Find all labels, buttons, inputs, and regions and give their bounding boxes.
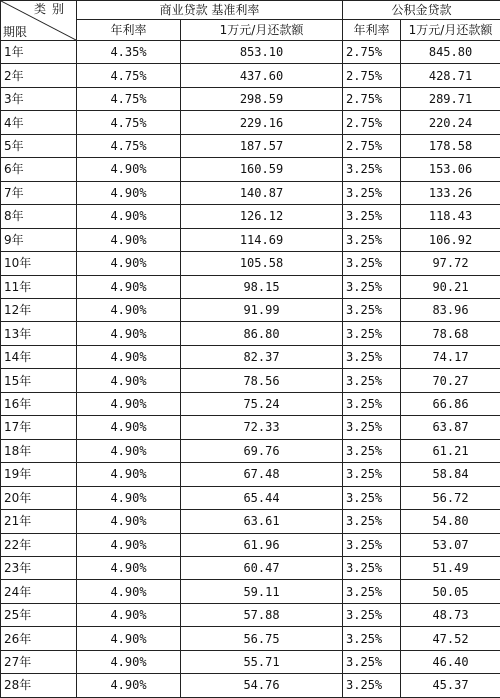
commercial-payment-cell: 126.12 bbox=[181, 205, 343, 228]
provident-rate-cell: 3.25% bbox=[343, 486, 401, 509]
provident-payment-cell: 58.84 bbox=[401, 463, 500, 486]
provident-payment-cell: 50.05 bbox=[401, 580, 500, 603]
commercial-payment-cell: 140.87 bbox=[181, 181, 343, 204]
provident-payment-cell: 70.27 bbox=[401, 369, 500, 392]
provident-payment-cell: 46.40 bbox=[401, 650, 500, 673]
provident-payment-cell: 845.80 bbox=[401, 41, 500, 64]
commercial-rate-cell: 4.90% bbox=[77, 533, 181, 556]
provident-payment-cell: 45.37 bbox=[401, 674, 500, 697]
provident-rate-cell: 3.25% bbox=[343, 275, 401, 298]
term-cell: 17年 bbox=[1, 416, 77, 439]
commercial-payment-cell: 57.88 bbox=[181, 603, 343, 626]
provident-payment-header: 1万元/月还款额 bbox=[401, 20, 500, 41]
table-row bbox=[1, 205, 500, 228]
provident-rate-cell: 3.25% bbox=[343, 158, 401, 181]
provident-rate-cell: 2.75% bbox=[343, 134, 401, 157]
commercial-payment-cell: 187.57 bbox=[181, 134, 343, 157]
provident-payment-cell: 428.71 bbox=[401, 64, 500, 87]
provident-payment-cell: 220.24 bbox=[401, 111, 500, 134]
term-cell: 15年 bbox=[1, 369, 77, 392]
term-cell: 25年 bbox=[1, 603, 77, 626]
table-row bbox=[1, 603, 500, 626]
corner-header-cell bbox=[1, 1, 77, 41]
table-row bbox=[1, 41, 500, 64]
commercial-payment-cell: 91.99 bbox=[181, 298, 343, 321]
commercial-rate-cell: 4.90% bbox=[77, 627, 181, 650]
term-cell: 19年 bbox=[1, 463, 77, 486]
provident-payment-cell: 289.71 bbox=[401, 87, 500, 110]
provident-payment-cell: 74.17 bbox=[401, 345, 500, 368]
term-cell: 24年 bbox=[1, 580, 77, 603]
commercial-rate-cell: 4.90% bbox=[77, 275, 181, 298]
provident-rate-cell: 3.25% bbox=[343, 580, 401, 603]
provident-payment-cell: 61.21 bbox=[401, 439, 500, 462]
table-row bbox=[1, 392, 500, 415]
term-cell: 18年 bbox=[1, 439, 77, 462]
commercial-rate-cell: 4.90% bbox=[77, 252, 181, 275]
table-row bbox=[1, 580, 500, 603]
provident-rate-cell: 3.25% bbox=[343, 463, 401, 486]
provident-payment-cell: 56.72 bbox=[401, 486, 500, 509]
term-cell: 21年 bbox=[1, 510, 77, 533]
commercial-rate-cell: 4.90% bbox=[77, 158, 181, 181]
table-row bbox=[1, 674, 500, 697]
table-row bbox=[1, 322, 500, 345]
term-cell: 3年 bbox=[1, 87, 77, 110]
table-row bbox=[1, 298, 500, 321]
corner-label-category: 类别 bbox=[34, 3, 70, 15]
commercial-payment-cell: 54.76 bbox=[181, 674, 343, 697]
term-cell: 11年 bbox=[1, 275, 77, 298]
provident-payment-cell: 83.96 bbox=[401, 298, 500, 321]
provident-rate-cell: 3.25% bbox=[343, 416, 401, 439]
commercial-rate-cell: 4.90% bbox=[77, 416, 181, 439]
commercial-rate-cell: 4.90% bbox=[77, 486, 181, 509]
commercial-rate-cell: 4.90% bbox=[77, 322, 181, 345]
provident-rate-cell: 2.75% bbox=[343, 87, 401, 110]
commercial-payment-cell: 72.33 bbox=[181, 416, 343, 439]
provident-payment-cell: 178.58 bbox=[401, 134, 500, 157]
commercial-rate-cell: 4.90% bbox=[77, 298, 181, 321]
table-row bbox=[1, 345, 500, 368]
commercial-rate-cell: 4.90% bbox=[77, 181, 181, 204]
provident-rate-cell: 3.25% bbox=[343, 533, 401, 556]
provident-payment-cell: 51.49 bbox=[401, 556, 500, 579]
provident-payment-cell: 153.06 bbox=[401, 158, 500, 181]
provident-payment-cell: 63.87 bbox=[401, 416, 500, 439]
commercial-payment-cell: 69.76 bbox=[181, 439, 343, 462]
commercial-rate-cell: 4.75% bbox=[77, 87, 181, 110]
table-row bbox=[1, 158, 500, 181]
provident-rate-cell: 3.25% bbox=[343, 298, 401, 321]
provident-payment-cell: 78.68 bbox=[401, 322, 500, 345]
commercial-rate-cell: 4.35% bbox=[77, 41, 181, 64]
provident-payment-cell: 54.80 bbox=[401, 510, 500, 533]
term-cell: 28年 bbox=[1, 674, 77, 697]
term-cell: 14年 bbox=[1, 345, 77, 368]
commercial-rate-cell: 4.90% bbox=[77, 392, 181, 415]
commercial-payment-cell: 78.56 bbox=[181, 369, 343, 392]
term-cell: 7年 bbox=[1, 181, 77, 204]
commercial-payment-cell: 160.59 bbox=[181, 158, 343, 181]
commercial-rate-header: 年利率 bbox=[77, 20, 181, 41]
commercial-payment-header: 1万元/月还款额 bbox=[181, 20, 343, 41]
table-row bbox=[1, 228, 500, 251]
provident-rate-cell: 3.25% bbox=[343, 556, 401, 579]
commercial-loan-header: 商业贷款 基准利率 bbox=[77, 1, 343, 20]
term-cell: 5年 bbox=[1, 134, 77, 157]
provident-rate-cell: 2.75% bbox=[343, 64, 401, 87]
provident-payment-cell: 97.72 bbox=[401, 252, 500, 275]
commercial-rate-cell: 4.90% bbox=[77, 463, 181, 486]
commercial-rate-cell: 4.90% bbox=[77, 369, 181, 392]
provident-rate-cell: 3.25% bbox=[343, 252, 401, 275]
commercial-rate-cell: 4.90% bbox=[77, 674, 181, 697]
provident-fund-header: 公积金贷款 bbox=[343, 1, 500, 20]
commercial-rate-cell: 4.90% bbox=[77, 510, 181, 533]
table-row bbox=[1, 181, 500, 204]
table-row bbox=[1, 556, 500, 579]
term-cell: 10年 bbox=[1, 252, 77, 275]
provident-payment-cell: 106.92 bbox=[401, 228, 500, 251]
commercial-payment-cell: 105.58 bbox=[181, 252, 343, 275]
table-row bbox=[1, 111, 500, 134]
table-row bbox=[1, 486, 500, 509]
provident-rate-cell: 2.75% bbox=[343, 111, 401, 134]
provident-rate-cell: 3.25% bbox=[343, 392, 401, 415]
table-row bbox=[1, 463, 500, 486]
commercial-payment-cell: 55.71 bbox=[181, 650, 343, 673]
provident-rate-cell: 3.25% bbox=[343, 205, 401, 228]
commercial-payment-cell: 61.96 bbox=[181, 533, 343, 556]
commercial-rate-cell: 4.90% bbox=[77, 228, 181, 251]
commercial-payment-cell: 60.47 bbox=[181, 556, 343, 579]
table-row bbox=[1, 134, 500, 157]
provident-rate-cell: 3.25% bbox=[343, 345, 401, 368]
table-row bbox=[1, 650, 500, 673]
term-cell: 4年 bbox=[1, 111, 77, 134]
term-cell: 2年 bbox=[1, 64, 77, 87]
table-row bbox=[1, 439, 500, 462]
commercial-payment-cell: 59.11 bbox=[181, 580, 343, 603]
commercial-payment-cell: 67.48 bbox=[181, 463, 343, 486]
provident-payment-cell: 133.26 bbox=[401, 181, 500, 204]
term-cell: 20年 bbox=[1, 486, 77, 509]
provident-payment-cell: 48.73 bbox=[401, 603, 500, 626]
table-row bbox=[1, 87, 500, 110]
provident-rate-cell: 3.25% bbox=[343, 369, 401, 392]
table-row bbox=[1, 416, 500, 439]
provident-rate-cell: 3.25% bbox=[343, 510, 401, 533]
table-row bbox=[1, 627, 500, 650]
commercial-rate-cell: 4.90% bbox=[77, 650, 181, 673]
term-cell: 27年 bbox=[1, 650, 77, 673]
commercial-rate-cell: 4.75% bbox=[77, 64, 181, 87]
header-row-1 bbox=[1, 1, 500, 20]
commercial-payment-cell: 86.80 bbox=[181, 322, 343, 345]
commercial-payment-cell: 56.75 bbox=[181, 627, 343, 650]
provident-rate-cell: 3.25% bbox=[343, 228, 401, 251]
provident-payment-cell: 90.21 bbox=[401, 275, 500, 298]
corner-label-term: 期限 bbox=[3, 26, 27, 38]
commercial-payment-cell: 437.60 bbox=[181, 64, 343, 87]
table-row bbox=[1, 533, 500, 556]
provident-rate-cell: 3.25% bbox=[343, 181, 401, 204]
provident-payment-cell: 47.52 bbox=[401, 627, 500, 650]
commercial-rate-cell: 4.75% bbox=[77, 134, 181, 157]
provident-payment-cell: 66.86 bbox=[401, 392, 500, 415]
provident-rate-cell: 2.75% bbox=[343, 41, 401, 64]
provident-rate-header: 年利率 bbox=[343, 20, 401, 41]
commercial-payment-cell: 75.24 bbox=[181, 392, 343, 415]
commercial-rate-cell: 4.90% bbox=[77, 439, 181, 462]
commercial-rate-cell: 4.75% bbox=[77, 111, 181, 134]
term-cell: 16年 bbox=[1, 392, 77, 415]
provident-payment-cell: 53.07 bbox=[401, 533, 500, 556]
term-cell: 13年 bbox=[1, 322, 77, 345]
commercial-rate-cell: 4.90% bbox=[77, 556, 181, 579]
table-row bbox=[1, 64, 500, 87]
provident-rate-cell: 3.25% bbox=[343, 627, 401, 650]
table-row bbox=[1, 369, 500, 392]
commercial-payment-cell: 229.16 bbox=[181, 111, 343, 134]
term-cell: 6年 bbox=[1, 158, 77, 181]
commercial-rate-cell: 4.90% bbox=[77, 345, 181, 368]
commercial-payment-cell: 82.37 bbox=[181, 345, 343, 368]
provident-payment-cell: 118.43 bbox=[401, 205, 500, 228]
table-body bbox=[1, 1, 500, 698]
term-cell: 9年 bbox=[1, 228, 77, 251]
term-cell: 26年 bbox=[1, 627, 77, 650]
commercial-payment-cell: 65.44 bbox=[181, 486, 343, 509]
provident-rate-cell: 3.25% bbox=[343, 439, 401, 462]
provident-rate-cell: 3.25% bbox=[343, 650, 401, 673]
provident-rate-cell: 3.25% bbox=[343, 674, 401, 697]
term-cell: 1年 bbox=[1, 41, 77, 64]
commercial-payment-cell: 853.10 bbox=[181, 41, 343, 64]
commercial-rate-cell: 4.90% bbox=[77, 580, 181, 603]
provident-rate-cell: 3.25% bbox=[343, 322, 401, 345]
commercial-payment-cell: 114.69 bbox=[181, 228, 343, 251]
term-cell: 22年 bbox=[1, 533, 77, 556]
commercial-payment-cell: 63.61 bbox=[181, 510, 343, 533]
commercial-rate-cell: 4.90% bbox=[77, 205, 181, 228]
table-row bbox=[1, 510, 500, 533]
commercial-payment-cell: 98.15 bbox=[181, 275, 343, 298]
commercial-payment-cell: 298.59 bbox=[181, 87, 343, 110]
term-cell: 12年 bbox=[1, 298, 77, 321]
provident-rate-cell: 3.25% bbox=[343, 603, 401, 626]
commercial-rate-cell: 4.90% bbox=[77, 603, 181, 626]
term-cell: 23年 bbox=[1, 556, 77, 579]
table-row bbox=[1, 275, 500, 298]
table-row bbox=[1, 252, 500, 275]
term-cell: 8年 bbox=[1, 205, 77, 228]
